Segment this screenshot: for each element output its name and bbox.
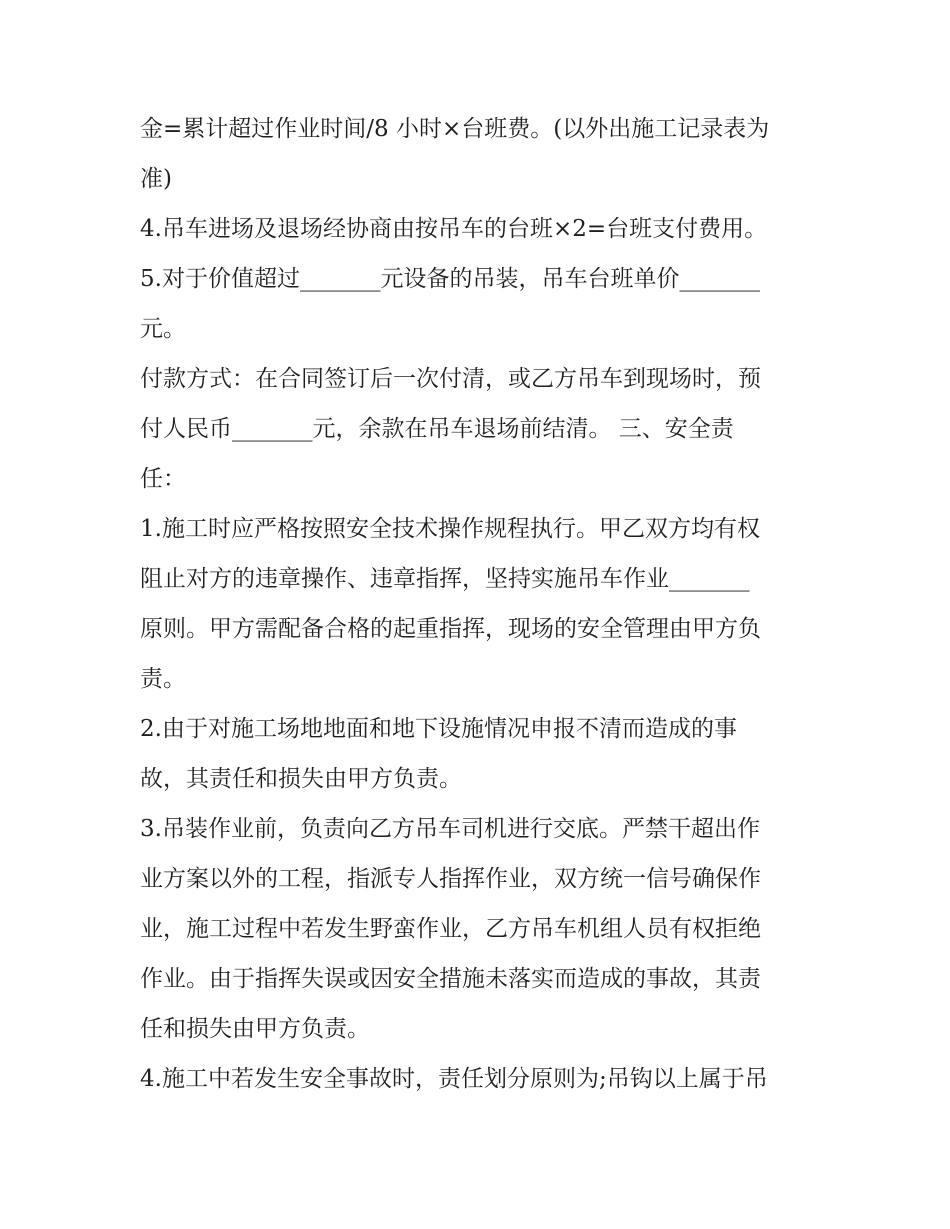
text-line: 元。 — [140, 316, 186, 342]
document-body — [140, 104, 820, 1104]
text-line: 责。 — [140, 666, 186, 692]
text-line: 付人民币_______元，余款在吊车退场前结清。 三、安全责 — [140, 416, 734, 442]
text-line: 3.吊装作业前，负责向乙方吊车司机进行交底。严禁干超出作 — [140, 816, 760, 842]
text-line: 付款方式：在合同签订后一次付清，或乙方吊车到现场时，预 — [140, 366, 761, 392]
text-line: 1.施工时应严格按照安全技术操作规程执行。甲乙双方均有权 — [140, 516, 760, 542]
text-line: 任和损失由甲方负责。 — [140, 1016, 370, 1042]
text-line: 业，施工过程中若发生野蛮作业，乙方吊车机组人员有权拒绝 — [140, 916, 761, 942]
text-line: 4.吊车进场及退场经协商由按吊车的台班×2=台班支付费用。 — [140, 216, 768, 242]
text-line: 作业。由于指挥失误或因安全措施未落实而造成的事故，其责 — [140, 966, 761, 992]
text-line: 业方案以外的工程，指派专人指挥作业，双方统一信号确保作 — [140, 866, 761, 892]
text-line: 4.施工中若发生安全事故时，责任划分原则为;吊钩以上属于吊 — [140, 1066, 768, 1092]
text-line: 准) — [140, 166, 172, 192]
text-line: 故，其责任和损失由甲方负责。 — [140, 766, 462, 792]
text-line: 2.由于对施工场地地面和地下设施情况申报不清而造成的事 — [140, 716, 737, 742]
text-line: 金=累计超过作业时间/8 小时×台班费。(以外出施工记录表为 — [140, 116, 770, 142]
text-line: 阻止对方的违章操作、违章指挥，坚持实施吊车作业_______ — [140, 566, 750, 592]
text-line: 5.对于价值超过_______元设备的吊装，吊车台班单价_______ — [140, 266, 760, 292]
text-line: 任： — [140, 466, 186, 492]
text-line: 原则。甲方需配备合格的起重指挥，现场的安全管理由甲方负 — [140, 616, 761, 642]
